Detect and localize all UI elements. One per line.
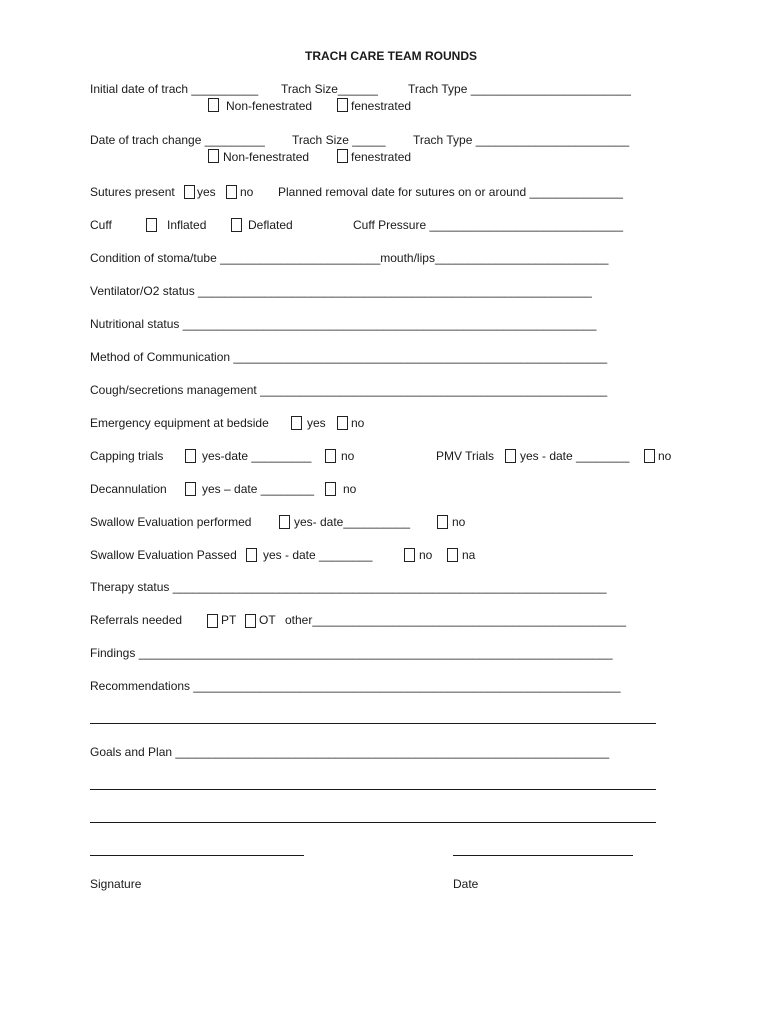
- ventilator-field[interactable]: Ventilator/O2 status ___________________________________________________________: [90, 284, 592, 298]
- initial-trach-size-label: Trach Size______: [281, 82, 378, 96]
- cuff-label: Cuff: [90, 218, 112, 232]
- change-trach-type-label: Trach Type _______________________: [413, 133, 630, 147]
- decannulation-yes-checkbox[interactable]: [185, 482, 196, 496]
- form-title: TRACH CARE TEAM ROUNDS: [305, 49, 477, 63]
- cuff-deflated-label: Deflated: [248, 218, 293, 232]
- pmv-no-label: no: [658, 449, 672, 463]
- emergency-yes-label: yes: [307, 416, 326, 430]
- change-date-label: Date of trach change _________: [90, 133, 265, 147]
- decannulation-yes-label: yes – date ________: [202, 482, 315, 496]
- initial-non-fenestrated-checkbox[interactable]: [208, 98, 219, 112]
- initial-date-label: Initial date of trach __________: [90, 82, 259, 96]
- emergency-no-checkbox[interactable]: [337, 416, 348, 430]
- change-non-fenestrated-checkbox[interactable]: [208, 149, 219, 163]
- swallow-passed-yes-label: yes - date ________: [263, 548, 373, 562]
- capping-no-label: no: [341, 449, 355, 463]
- swallow-passed-label: Swallow Evaluation Passed: [90, 548, 237, 562]
- sutures-yes-label: yes: [197, 185, 216, 199]
- swallow-eval-no-label: no: [452, 515, 466, 529]
- change-trach-size-label: Trach Size _____: [292, 133, 386, 147]
- cuff-inflated-checkbox[interactable]: [146, 218, 157, 232]
- referrals-pt-checkbox[interactable]: [207, 614, 218, 628]
- initial-fenestrated-checkbox[interactable]: [337, 98, 348, 112]
- sutures-label: Sutures present: [90, 185, 175, 199]
- capping-yes-checkbox[interactable]: [185, 449, 196, 463]
- swallow-passed-no-label: no: [419, 548, 433, 562]
- change-non-fenestrated-label: Non-fenestrated: [223, 150, 310, 164]
- date-label: Date: [453, 877, 479, 891]
- recommendations-blank-line[interactable]: [90, 723, 656, 724]
- nutrition-field[interactable]: Nutritional status ______________________________________________________________: [90, 317, 597, 331]
- sutures-no-label: no: [240, 185, 254, 199]
- goals-blank-line-2[interactable]: [90, 822, 656, 823]
- pmv-no-checkbox[interactable]: [644, 449, 655, 463]
- goals-blank-line-1[interactable]: [90, 789, 656, 790]
- referrals-ot-label: OT: [259, 613, 276, 627]
- cough-field[interactable]: Cough/secretions management ____________________________________________________: [90, 383, 608, 397]
- initial-trach-type-label: Trach Type ________________________: [408, 82, 631, 96]
- swallow-passed-yes-checkbox[interactable]: [246, 548, 257, 562]
- initial-fenestrated-label: fenestrated: [351, 99, 412, 113]
- sutures-planned-removal-label: Planned removal date for sutures on or around ______________: [278, 185, 623, 199]
- swallow-eval-no-checkbox[interactable]: [437, 515, 448, 529]
- capping-yes-label: yes-date _________: [202, 449, 312, 463]
- emergency-label: Emergency equipment at bedside: [90, 416, 269, 430]
- goals-field[interactable]: Goals and Plan _________________________________________________________________: [90, 745, 610, 759]
- date-line[interactable]: [453, 855, 633, 856]
- referrals-label: Referrals needed: [90, 613, 183, 627]
- pmv-label: PMV Trials: [436, 449, 495, 463]
- change-fenestrated-checkbox[interactable]: [337, 149, 348, 163]
- cuff-pressure-label: Cuff Pressure _____________________________: [353, 218, 624, 232]
- emergency-yes-checkbox[interactable]: [291, 416, 302, 430]
- signature-label: Signature: [90, 877, 142, 891]
- swallow-passed-no-checkbox[interactable]: [404, 548, 415, 562]
- decannulation-label: Decannulation: [90, 482, 167, 496]
- referrals-ot-checkbox[interactable]: [245, 614, 256, 628]
- initial-non-fenestrated-label: Non-fenestrated: [226, 99, 313, 113]
- cuff-deflated-checkbox[interactable]: [231, 218, 242, 232]
- decannulation-no-label: no: [343, 482, 357, 496]
- swallow-passed-na-label: na: [462, 548, 476, 562]
- swallow-eval-yes-checkbox[interactable]: [279, 515, 290, 529]
- cuff-inflated-label: Inflated: [167, 218, 207, 232]
- swallow-passed-na-checkbox[interactable]: [447, 548, 458, 562]
- pmv-yes-label: yes - date ________: [520, 449, 630, 463]
- findings-field[interactable]: Findings _______________________________________________________________________: [90, 646, 613, 660]
- swallow-eval-yes-label: yes- date__________: [294, 515, 411, 529]
- decannulation-no-checkbox[interactable]: [325, 482, 336, 496]
- signature-line[interactable]: [90, 855, 304, 856]
- capping-no-checkbox[interactable]: [325, 449, 336, 463]
- referrals-other-field[interactable]: other_______________________________________________: [285, 613, 627, 627]
- swallow-eval-label: Swallow Evaluation performed: [90, 515, 252, 529]
- referrals-pt-label: PT: [221, 613, 237, 627]
- therapy-field[interactable]: Therapy status _________________________________________________________________: [90, 580, 607, 594]
- condition-field[interactable]: Condition of stoma/tube ________________________mouth/lips__________________________: [90, 251, 609, 265]
- pmv-yes-checkbox[interactable]: [505, 449, 516, 463]
- recommendations-field[interactable]: Recommendations ________________________________________________________________: [90, 679, 621, 693]
- change-fenestrated-label: fenestrated: [351, 150, 412, 164]
- sutures-yes-checkbox[interactable]: [184, 185, 195, 199]
- sutures-no-checkbox[interactable]: [226, 185, 237, 199]
- emergency-no-label: no: [351, 416, 365, 430]
- capping-label: Capping trials: [90, 449, 164, 463]
- communication-field[interactable]: Method of Communication ________________________________________________________: [90, 350, 608, 364]
